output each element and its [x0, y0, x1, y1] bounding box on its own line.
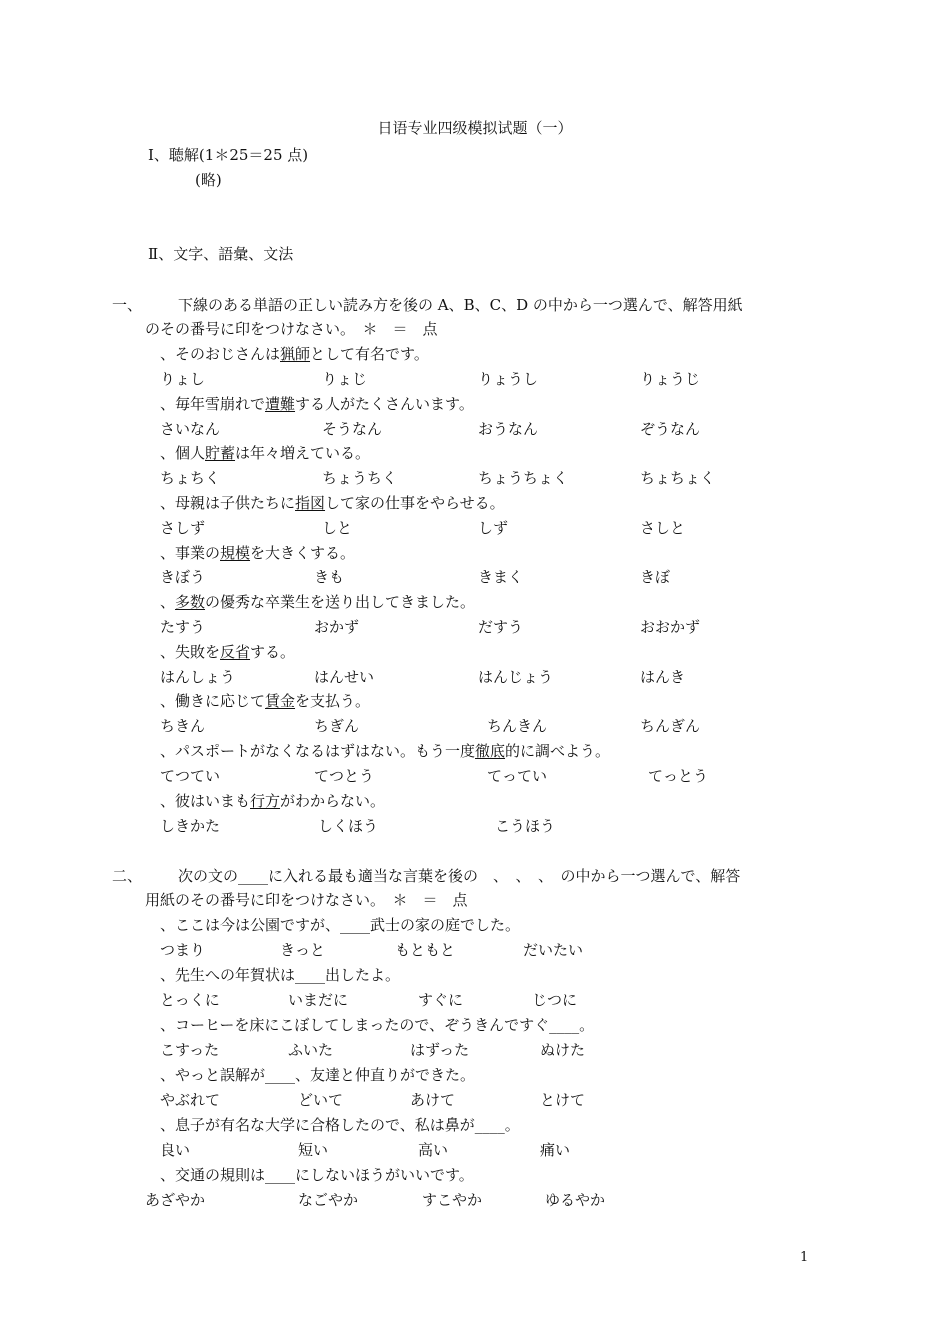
underlined-word: 猟師 [280, 345, 311, 363]
question-sentence: 、先生への年賀状は____出したよ。 [160, 966, 401, 984]
option-a: しきかた [160, 817, 221, 835]
option-c: りょうし [478, 370, 539, 388]
question-sentence: 、コーヒーを床にこぼしてしまったので、ぞうきんですぐ____。 [160, 1016, 595, 1034]
question-sentence: 、そのおじさんは猟師として有名です。 [160, 345, 429, 363]
option-a: こすった [160, 1041, 220, 1059]
option-b: ちょうちく [322, 469, 398, 487]
option-b: いまだに [288, 991, 349, 1009]
option-c: もともと [395, 941, 456, 959]
underlined-word: 徹底 [475, 742, 506, 760]
underlined-word: 反省 [220, 643, 251, 661]
question-sentence: 、やっと誤解が____、友達と仲直りができた。 [160, 1066, 476, 1084]
option-b: てつとう [314, 767, 375, 785]
option-b: おかず [314, 618, 360, 636]
question-sentence: 、毎年雪崩れで遭難する人がたくさんいます。 [160, 395, 474, 413]
option-d: おおかず [640, 618, 701, 636]
option-c: 高い [418, 1141, 449, 1159]
question-sentence: 、母親は子供たちに指図して家の仕事をやらせる。 [160, 494, 505, 512]
part1-instruction-line1: 下線のある単語の正しい読み方を後の A、B、C、D の中から一つ選んで、解答用紙 [178, 296, 743, 314]
option-a: さしず [160, 519, 206, 537]
option-a: ちょちく [160, 469, 221, 487]
page-title: 日语专业四级模拟试题（一） [377, 119, 573, 137]
option-b: はんせい [314, 668, 375, 686]
option-d: さしと [640, 519, 686, 537]
option-a: たすう [160, 618, 206, 636]
question-sentence: 、パスポートがなくなるはずはない。もう一度徹底的に調べよう。 [160, 742, 611, 760]
underlined-word: 貯蓄 [205, 444, 236, 462]
option-d: ぬけた [540, 1041, 586, 1059]
option-d: りょうじ [640, 370, 701, 388]
underlined-word: 遭難 [265, 395, 296, 413]
question-sentence: 、彼はいまも行方がわからない。 [160, 792, 386, 810]
question-sentence: 、多数の優秀な卒業生を送り出してきました。 [160, 593, 476, 611]
part2-number: 二、 [112, 867, 143, 885]
part1-number: 一、 [112, 296, 143, 314]
option-a: つまり [160, 941, 206, 959]
option-d: きぼ [640, 568, 671, 586]
question-sentence: 、事業の規模を大きくする。 [160, 544, 356, 562]
option-a: りょし [160, 370, 206, 388]
option-c: てってい [487, 767, 548, 785]
option-c: ちょうちょく [478, 469, 569, 487]
underlined-word: 行方 [250, 792, 281, 810]
option-b: どいて [298, 1091, 344, 1109]
underlined-word: 多数 [175, 593, 206, 611]
section2-heading: Ⅱ、文字、語彙、文法 [148, 245, 294, 263]
option-a: やぶれて [160, 1091, 221, 1109]
option-a: はんしょう [160, 668, 236, 686]
option-a: 良い [160, 1141, 191, 1159]
option-a: あざやか [145, 1191, 206, 1209]
question-sentence: 、個人貯蓄は年々増えている。 [160, 444, 371, 462]
question-sentence: 、働きに応じて賃金を支払う。 [160, 692, 371, 710]
part2-instruction-line2: 用紙のその番号に印をつけなさい。 ＊ ＝ 点 [145, 891, 468, 909]
option-d: ゆるやか [545, 1191, 606, 1209]
option-b: 短い [298, 1141, 329, 1159]
section1-note: (略) [195, 171, 222, 189]
question-sentence: 、息子が有名な大学に合格したので、私は鼻が____。 [160, 1116, 520, 1134]
option-d: はんき [640, 668, 686, 686]
underlined-word: 指図 [295, 494, 326, 512]
option-b: しと [322, 519, 353, 537]
option-c: すぐに [418, 991, 464, 1009]
underlined-word: 賃金 [265, 692, 296, 710]
option-c: こうほう [495, 817, 556, 835]
option-d: ぞうなん [640, 420, 701, 438]
section1-heading: Ⅰ、聴解(1＊25＝25 点) [148, 146, 309, 164]
option-c: きまく [478, 568, 524, 586]
option-d: だいたい [523, 941, 584, 959]
option-d: てっとう [648, 767, 709, 785]
underlined-word: 規模 [220, 544, 251, 562]
option-b: りょじ [322, 370, 368, 388]
part1-instruction-line2: のその番号に印をつけなさい。 ＊ ＝ 点 [145, 320, 438, 338]
option-b: なごやか [298, 1191, 359, 1209]
option-c: だすう [478, 618, 524, 636]
option-a: さいなん [160, 420, 221, 438]
option-a: てつてい [160, 767, 221, 785]
option-d: 痛い [540, 1141, 571, 1159]
page-number: 1 [800, 1250, 809, 1265]
option-d: とけて [540, 1091, 586, 1109]
option-c: ちんきん [487, 717, 548, 735]
question-sentence: 、交通の規則は____にしないほうがいいです。 [160, 1166, 474, 1184]
option-d: ちんぎん [640, 717, 701, 735]
option-c: おうなん [478, 420, 539, 438]
option-a: とっくに [160, 991, 220, 1009]
option-b: そうなん [322, 420, 383, 438]
option-c: はんじょう [478, 668, 554, 686]
option-d: ちょちょく [640, 469, 716, 487]
option-c: しず [478, 519, 509, 537]
option-b: きも [314, 568, 345, 586]
option-b: ふいた [288, 1041, 334, 1059]
option-b: きっと [280, 941, 326, 959]
part2-instruction-line1: 次の文の____に入れる最も適当な言葉を後の 、 、 、 の中から一つ選んで、解答 [178, 867, 741, 885]
option-c: あけて [410, 1091, 456, 1109]
option-a: ちきん [160, 717, 206, 735]
question-sentence: 、ここは今は公園ですが、____武士の家の庭でした。 [160, 916, 521, 934]
option-b: しくほう [318, 817, 379, 835]
question-sentence: 、失敗を反省する。 [160, 643, 296, 661]
option-d: じつに [532, 991, 578, 1009]
option-a: きぼう [160, 568, 206, 586]
option-c: はずった [410, 1041, 470, 1059]
option-c: すこやか [422, 1191, 483, 1209]
option-b: ちぎん [314, 717, 360, 735]
